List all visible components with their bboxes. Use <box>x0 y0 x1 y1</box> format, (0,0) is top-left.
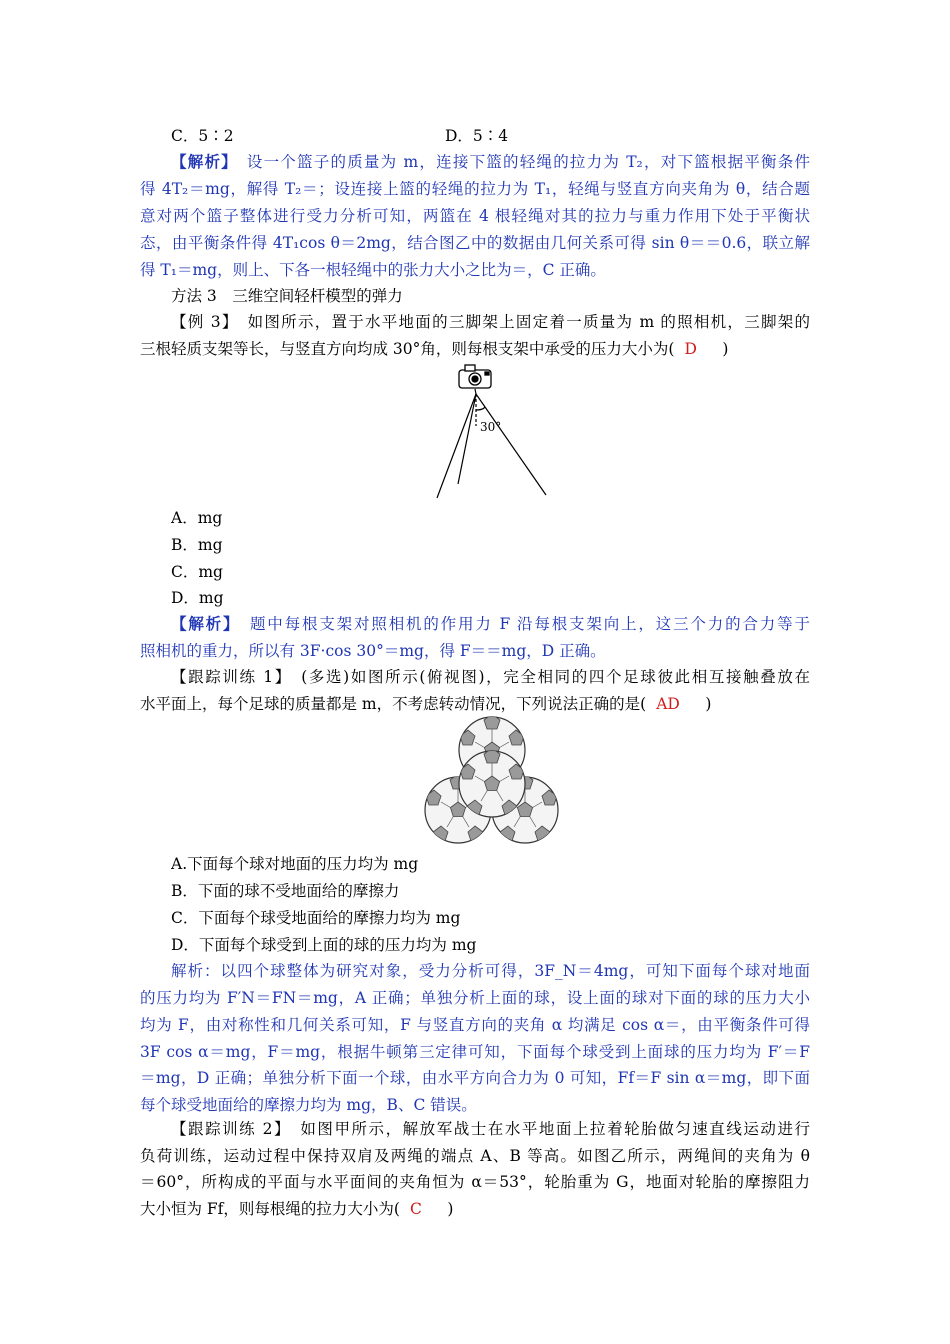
text-line-16 <box>140 694 810 714</box>
line-text: ＝mg，D 正确；单独分析下面一个球，由水平方向合力为 0 可知，Ff＝F sin α＝mg，即下面 <box>140 1069 810 1087</box>
section-tag: 【解析】 <box>171 614 233 633</box>
line-text: 3F cos α＝mg，F＝mg，根据牛顿第三定律可知，下面每个球受到上面球的压力均为 F′＝F <box>140 1043 810 1061</box>
camera-icon <box>459 365 491 388</box>
text-line-29 <box>140 1172 810 1192</box>
line-text: D．下面每个球受到上面的球的压力均为 mg <box>171 936 477 954</box>
text-line-6 <box>171 286 810 306</box>
line-text: ＝60°，所构成的平面与水平面间的夹角恒为 α＝53°，轮胎重为 G，地面对轮胎的摩擦阻力 <box>140 1173 810 1191</box>
line-text: 负荷训练，运动过程中保持双肩及两绳的端点 A、B 等高。如图乙所示，两绳间的夹角为 θ <box>140 1147 810 1165</box>
text-line-1 <box>171 152 810 172</box>
answer-mark: D <box>684 340 697 358</box>
text-line-5 <box>140 260 810 280</box>
text-line-25 <box>140 1068 810 1088</box>
text-line-30 <box>140 1199 810 1219</box>
text-line-8 <box>140 339 810 359</box>
answer-mark: AD <box>656 695 680 713</box>
line-text: A．mg <box>171 509 223 527</box>
text-line-23 <box>140 1015 810 1035</box>
line-text: 均为 F，由对称性和几何关系可知，F 与竖直方向的夹角 α 均满足 cos α＝，由平衡条件可得 <box>140 1016 810 1034</box>
tripod-legs <box>437 389 546 498</box>
line-text: C．mg <box>171 563 223 581</box>
stacked-soccer-balls-figure <box>420 712 565 850</box>
line-text: B．下面的球不受地面给的摩擦力 <box>171 882 400 900</box>
text-line-10 <box>171 535 810 555</box>
text-line-21 <box>171 961 810 981</box>
text-line-19 <box>171 908 810 928</box>
answer-mark: C <box>409 1200 422 1218</box>
text-line-24 <box>140 1042 810 1062</box>
line-text: D．mg <box>171 589 224 607</box>
line-tail: ) <box>689 695 712 713</box>
text-line-26 <box>140 1095 810 1115</box>
line-text: 意对两个篮子整体进行受力分析可知，两篮在 4 根轻绳对其的拉力与重力作用下处于平衡状 <box>140 207 810 225</box>
line-text: 解析：以四个球整体为研究对象，受力分析可得，3F_N＝4mg，可知下面每个球对地面 <box>171 962 810 980</box>
line-text: C．5∶2 <box>171 127 234 145</box>
line-text: 【例 3】 如图所示，置于水平地面的三脚架上固定着一质量为 m 的照相机，三脚架的 <box>171 313 810 331</box>
line-tail: ) <box>706 340 729 358</box>
text-line-12 <box>171 588 810 608</box>
line-text: B．mg <box>171 536 223 554</box>
text-line-28 <box>140 1146 810 1166</box>
text-line-17 <box>171 854 810 874</box>
line-text: 的压力均为 F′N＝FN＝mg，A 正确；单独分析上面的球，设上面的球对下面的球的压力大小 <box>140 989 810 1007</box>
line-text: 照相机的重力，所以有 3F·cos 30°＝mg，得 F＝＝mg，D 正确。 <box>140 642 606 660</box>
line-text: 每个球受地面给的摩擦力均为 mg，B、C 错误。 <box>140 1096 477 1114</box>
line-text: 【跟踪训练 2】 如图甲所示，解放军战士在水平地面上拉着轮胎做匀速直线运动进行 <box>171 1120 810 1138</box>
line-text: 设一个篮子的质量为 m，连接下篮的轻绳的拉力为 T₂，对下篮根据平衡条件 <box>230 153 810 171</box>
section-tag: 【解析】 <box>171 152 231 171</box>
text-line-2 <box>140 179 810 199</box>
text-line-9 <box>171 508 810 528</box>
text-line-14 <box>140 641 810 661</box>
line-text: 水平面上，每个足球的质量都是 m，不考虑转动情况，下列说法正确的是( <box>140 695 647 713</box>
text-line-7 <box>171 312 810 332</box>
option-d: D．5∶4 <box>445 127 509 145</box>
line-text: 得 4T₂＝mg，解得 T₂＝；设连接上篮的轻绳的拉力为 T₁，轻绳与竖直方向夹角为 θ，结合题 <box>140 180 810 198</box>
text-line-4 <box>140 233 810 253</box>
line-text: 态，由平衡条件得 4T₁cos θ＝2mg，结合图乙中的数据由几何关系可得 sin θ＝＝0.6，联立解 <box>140 234 810 252</box>
line-text: 【跟踪训练 1】 (多选)如图所示(俯视图)，完全相同的四个足球彼此相互接触叠放在 <box>171 668 810 686</box>
tripod-camera-figure <box>425 362 555 502</box>
line-tail: ) <box>431 1200 454 1218</box>
line-text: 三根轻质支架等长，与竖直方向均成 30°角，则每根支架中承受的压力大小为( <box>140 340 675 358</box>
text-line-3 <box>140 206 810 226</box>
line-text: C．下面每个球受地面给的摩擦力均为 mg <box>171 909 461 927</box>
line-text: A.下面每个球对地面的压力均为 mg <box>171 855 419 873</box>
text-line-22 <box>140 988 810 1008</box>
angle-label: 30° <box>480 420 502 434</box>
text-line-13 <box>171 614 810 634</box>
line-text: 题中每根支架对照相机的作用力 F 沿每根支架向上，这三个力的合力等于 <box>232 615 810 633</box>
text-line-15 <box>171 667 810 687</box>
text-line-11 <box>171 562 810 582</box>
text-line-27 <box>171 1119 810 1139</box>
text-line-20 <box>171 935 810 955</box>
line-text: 方法 3 三维空间轻杆模型的弹力 <box>171 287 403 305</box>
line-text: 得 T₁＝mg，则上、下各一根轻绳中的张力大小之比为＝，C 正确。 <box>140 261 606 279</box>
line-text: 大小恒为 Ff，则每根绳的拉力大小为( <box>140 1200 400 1218</box>
text-line-18 <box>171 881 810 901</box>
